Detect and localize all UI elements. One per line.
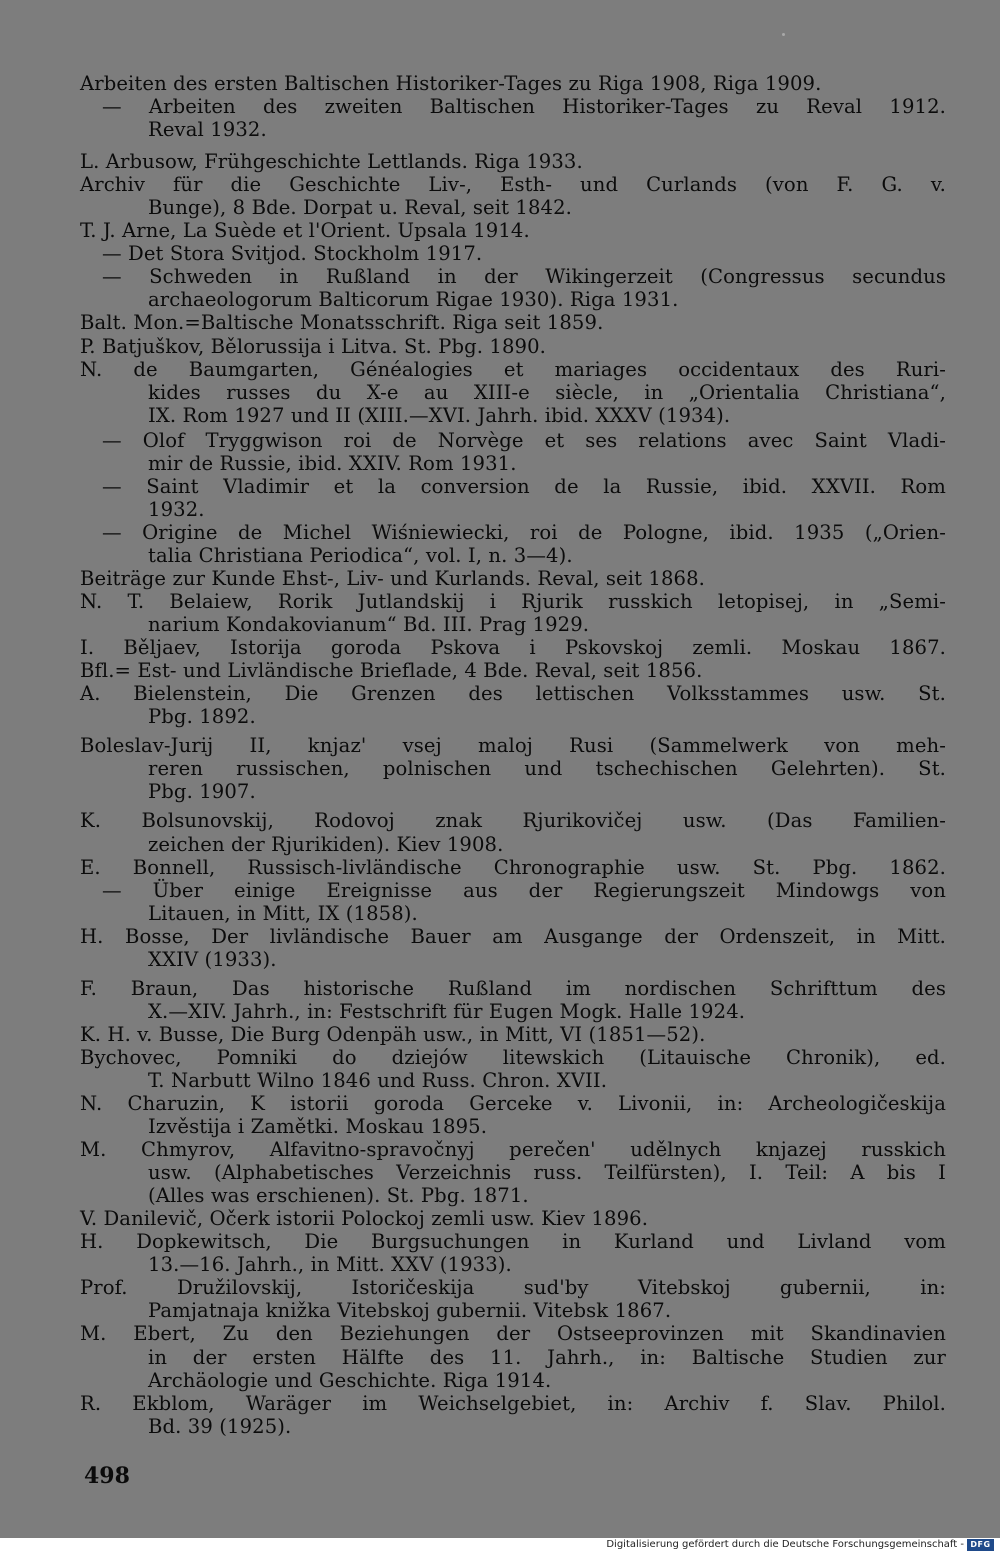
bibliography-entry <box>80 1207 946 1230</box>
entry-line: Prof. Družilovskij, Istoričeskija sud'by Vitebskoj gubernii, in: <box>80 1276 946 1300</box>
bibliography-entry <box>80 1392 946 1438</box>
bibliography-entry <box>80 659 946 682</box>
bibliography-subentry <box>80 265 946 311</box>
bibliography-entry <box>80 358 946 427</box>
bibliography-entry <box>80 682 946 728</box>
bibliography-entry <box>80 150 946 173</box>
bibliography-entry <box>80 1322 946 1391</box>
entry-line: T. J. Arne, La Suède et l'Orient. Upsala 1914. <box>80 219 530 243</box>
scan-speck <box>782 33 785 36</box>
dfg-logo-icon: DFG <box>967 1539 994 1551</box>
entry-line: zeichen der Rjurikiden). Kiev 1908. <box>148 832 504 856</box>
entry-line: — Arbeiten des zweiten Baltischen Historiker-Tages zu Reval 1912. <box>102 95 946 119</box>
footer-bar <box>0 1538 1000 1553</box>
entry-line: archaeologorum Balticorum Rigae 1930). Riga 1931. <box>148 288 679 312</box>
bibliography-subentry <box>80 242 946 265</box>
entry-line: F. Braun, Das historische Rußland im nordischen Schrifttum des <box>80 976 946 1000</box>
entry-line: X.—XIV. Jahrh., in: Festschrift für Eugen Mogk. Halle 1924. <box>148 999 746 1023</box>
entry-line: — Über einige Ereignisse aus der Regierungszeit Mindowgs von <box>102 878 946 902</box>
entry-line: Reval 1932. <box>148 118 267 142</box>
entry-line: Balt. Mon.=Baltische Monatsschrift. Riga seit 1859. <box>80 311 604 335</box>
entry-line: reren russischen, polnischen und tschechischen Gelehrten). St. <box>148 757 946 781</box>
entry-line: — Schweden in Rußland in der Wikingerzeit (Congressus secundus <box>102 265 946 289</box>
bibliography-entry <box>80 1230 946 1276</box>
entry-line: XXIV (1933). <box>148 947 277 971</box>
entry-line: P. Batjuškov, Bělorussija i Litva. St. Pbg. 1890. <box>80 334 546 358</box>
entry-line: H. Dopkewitsch, Die Burgsuchungen in Kurland und Livland vom <box>80 1230 946 1254</box>
entry-line: usw. (Alphabetisches Verzeichnis russ. Teilfürsten), I. Teil: A bis I <box>148 1161 946 1185</box>
bibliography-entry <box>80 734 946 803</box>
bibliography-entry <box>80 1092 946 1138</box>
bibliography-entry <box>80 219 946 242</box>
entry-line: talia Christiana Periodica“, vol. I, n. 3—4). <box>148 543 573 567</box>
bibliography-entry <box>80 335 946 358</box>
bibliography-entry <box>80 173 946 219</box>
entry-line: mir de Russie, ibid. XXIV. Rom 1931. <box>148 451 517 475</box>
entry-line: V. Danilevič, Očerk istorii Polockoj zemli usw. Kiev 1896. <box>80 1207 649 1231</box>
entry-line: — Det Stora Svitjod. Stockholm 1917. <box>102 242 483 266</box>
entry-line: K. Bolsunovskij, Rodovoj znak Rjurikovičej usw. (Das Familien- <box>80 809 946 833</box>
entry-line: — Saint Vladimir et la conversion de la Russie, ibid. XXVII. Rom <box>102 474 946 498</box>
entry-line: Litauen, in Mitt, IX (1858). <box>148 901 418 925</box>
entry-line: H. Bosse, Der livländische Bauer am Ausgange der Ordenszeit, in Mitt. <box>80 924 946 948</box>
bibliography-entry <box>80 72 946 95</box>
bibliography-entry <box>80 567 946 590</box>
bibliography-entry <box>80 1138 946 1207</box>
entry-line: Bfl.= Est- und Livländische Brieflade, 4 Bde. Reval, seit 1856. <box>80 659 703 683</box>
entry-line: N. de Baumgarten, Généalogies et mariages occidentaux des Ruri- <box>80 357 946 381</box>
bibliography-entry <box>80 311 946 334</box>
bibliography-subentry <box>80 429 946 475</box>
entry-line: (Alles was erschienen). St. Pbg. 1871. <box>148 1184 529 1208</box>
entry-line: narium Kondakovianum“ Bd. III. Prag 1929. <box>148 613 590 637</box>
entry-line: L. Arbusow, Frühgeschichte Lettlands. Riga 1933. <box>80 150 583 174</box>
entry-line: Bd. 39 (1925). <box>148 1414 292 1438</box>
entry-line: Beiträge zur Kunde Ehst-, Liv- und Kurlands. Reval, seit 1868. <box>80 566 705 590</box>
entry-line: Boleslav-Jurij II, knjaz' vsej maloj Rusi (Sammelwerk von meh- <box>80 734 946 758</box>
footer-credit: Digitalisierung gefördert durch die Deutsche Forschungsgemeinschaft - <box>606 1539 964 1550</box>
entry-line: — Olof Tryggwison roi de Norvège et ses relations avec Saint Vladi- <box>102 428 946 452</box>
entry-line: — Origine de Michel Wiśniewiecki, roi de Pologne, ibid. 1935 („Orien- <box>102 520 946 544</box>
bibliography-entry <box>80 590 946 636</box>
entry-line: N. T. Belaiew, Rorik Jutlandskij i Rjurik russkich letopisej, in „Semi- <box>80 590 946 614</box>
entry-line: IX. Rom 1927 und II (XIII.—XVI. Jahrh. ibid. XXXV (1934). <box>148 403 731 427</box>
bibliography-subentry <box>80 879 946 925</box>
bibliography-entry <box>80 809 946 855</box>
entry-line: in der ersten Hälfte des 11. Jahrh., in: Baltische Studien zur <box>148 1345 946 1369</box>
entry-line: E. Bonnell, Russisch-livländische Chronographie usw. St. Pbg. 1862. <box>80 855 946 879</box>
bibliography-entry <box>80 1023 946 1046</box>
bibliography-subentry <box>80 521 946 567</box>
bibliography-entry <box>80 1046 946 1092</box>
entry-line: A. Bielenstein, Die Grenzen des lettischen Volksstammes usw. St. <box>80 682 946 706</box>
entry-line: Pbg. 1892. <box>148 705 256 729</box>
page-number: 498 <box>84 1463 130 1489</box>
entry-line: Bychovec, Pomniki do dziejów litewskich (Litauische Chronik), ed. <box>80 1045 946 1069</box>
bibliography-subentry <box>80 475 946 521</box>
bibliography-entry <box>80 636 946 659</box>
entry-line: Arbeiten des ersten Baltischen Historiker-Tages zu Riga 1908, Riga 1909. <box>80 72 822 95</box>
entry-line: 1932. <box>148 497 205 521</box>
entry-line: N. Charuzin, K istorii goroda Gerceke v. Livonii, in: Archeologičeskija <box>80 1092 946 1116</box>
entry-line: Izvěstija i Zamětki. Moskau 1895. <box>148 1115 488 1139</box>
bibliography-entry <box>80 856 946 879</box>
entry-line: Archiv für die Geschichte Liv-, Esth- und Curlands (von F. G. v. <box>80 173 946 197</box>
bibliography-entry <box>80 977 946 1023</box>
entry-line: K. H. v. Busse, Die Burg Odenpäh usw., in Mitt, VI (1851—52). <box>80 1022 706 1046</box>
entry-line: Archäologie und Geschichte. Riga 1914. <box>148 1368 552 1392</box>
entry-line: Pbg. 1907. <box>148 780 256 804</box>
bibliography-subentry <box>80 95 946 141</box>
entry-line: kides russes du X-e au XIII-e siècle, in „Orientalia Christiana“, <box>148 380 946 404</box>
entry-line: 13.—16. Jahrh., in Mitt. XXV (1933). <box>148 1253 512 1277</box>
bibliography-list <box>80 72 946 1438</box>
entry-line: Pamjatnaja knižka Vitebskoj gubernii. Vitebsk 1867. <box>148 1299 672 1323</box>
entry-line: I. Běljaev, Istorija goroda Pskova i Pskovskoj zemli. Moskau 1867. <box>80 636 946 660</box>
bibliography-entry <box>80 925 946 971</box>
bibliography-entry <box>80 1276 946 1322</box>
entry-line: M. Chmyrov, Alfavitno-spravočnyj perečen' udělnych knjazej russkich <box>80 1138 946 1162</box>
entry-line: R. Ekblom, Waräger im Weichselgebiet, in: Archiv f. Slav. Philol. <box>80 1391 946 1415</box>
entry-line: Bunge), 8 Bde. Dorpat u. Reval, seit 1842. <box>148 196 572 220</box>
entry-line: T. Narbutt Wilno 1846 und Russ. Chron. XVII. <box>148 1068 608 1092</box>
entry-line: M. Ebert, Zu den Beziehungen der Ostseeprovinzen mit Skandinavien <box>80 1322 946 1346</box>
